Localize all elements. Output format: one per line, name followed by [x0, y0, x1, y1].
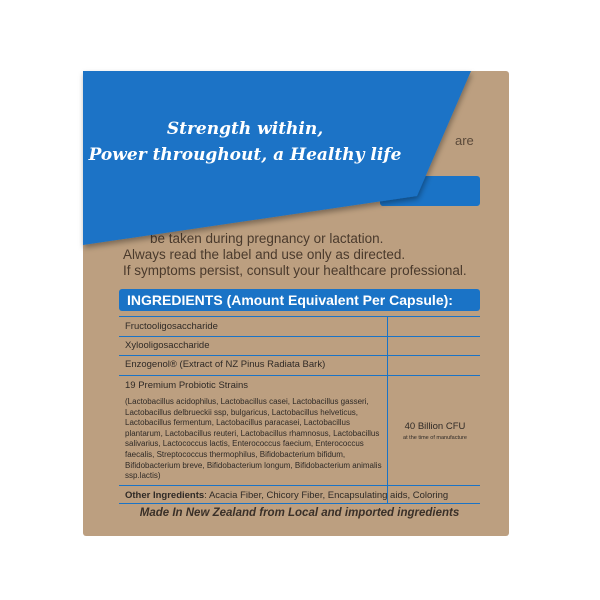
ingredient-name: Fructooligosaccharide	[125, 321, 218, 332]
probiotic-strains: (Lactobacillus acidophilus, Lactobacillus casei, Lactobacillus gasseri, Lactobacillus delbrueckii ssp, bulgaricus, Lactobacillus helveticus, Lactobacillus fermentum, Lactobacillus paracasei, Lactobacillus plantarum, Lactobacillus reuteri, Lactobacillus rhamnosus, Lactobacillus salivarius, Lactococcus lactis, Enterococcus faecium, Enterococcus faecalis, Streptococcus thermophilus, Bifidobacterium bifidum, Bifidobacterium breve, Bifidobacterium longum, Bifidobacterium animalis ssp.lactis)	[125, 397, 382, 481]
table-row	[119, 317, 480, 337]
ingredient-name: Enzogenol® (Extract of NZ Pinus Radiata Bark)	[125, 359, 326, 370]
ingredients-table	[119, 316, 480, 504]
ingredient-name: Xylooligosaccharide	[125, 340, 210, 351]
probiotic-title: 19 Premium Probiotic Strains	[125, 380, 249, 391]
tagline-line-2: Power throughout, a Healthy life	[88, 145, 402, 165]
cfu-note: at the time of manufacture	[403, 435, 467, 441]
made-in-nz-footer: Made In New Zealand from Local and imported ingredients	[139, 507, 460, 519]
tagline-line-1: Strength within,	[166, 119, 324, 139]
cfu-amount: 40 Billion CFU	[404, 421, 466, 432]
table-row	[119, 336, 480, 356]
partial-text: are	[455, 133, 474, 148]
table-row	[119, 355, 480, 376]
other-ingredients	[125, 490, 448, 501]
warning-line-2: Always read the label and use only as directed.	[123, 247, 406, 262]
warning-line-3: If symptoms persist, consult your healthcare professional.	[123, 263, 467, 278]
other-ingredients-label: Other Ingredients	[125, 490, 205, 501]
other-divider	[119, 485, 480, 486]
other-ingredients-value: : Acacia Fiber, Chicory Fiber, Encapsulating aids, Coloring	[204, 490, 449, 501]
warning-line-1: be taken during pregnancy or lactation.	[150, 231, 384, 246]
ingredients-header: INGREDIENTS (Amount Equivalent Per Capsule):	[119, 289, 480, 311]
